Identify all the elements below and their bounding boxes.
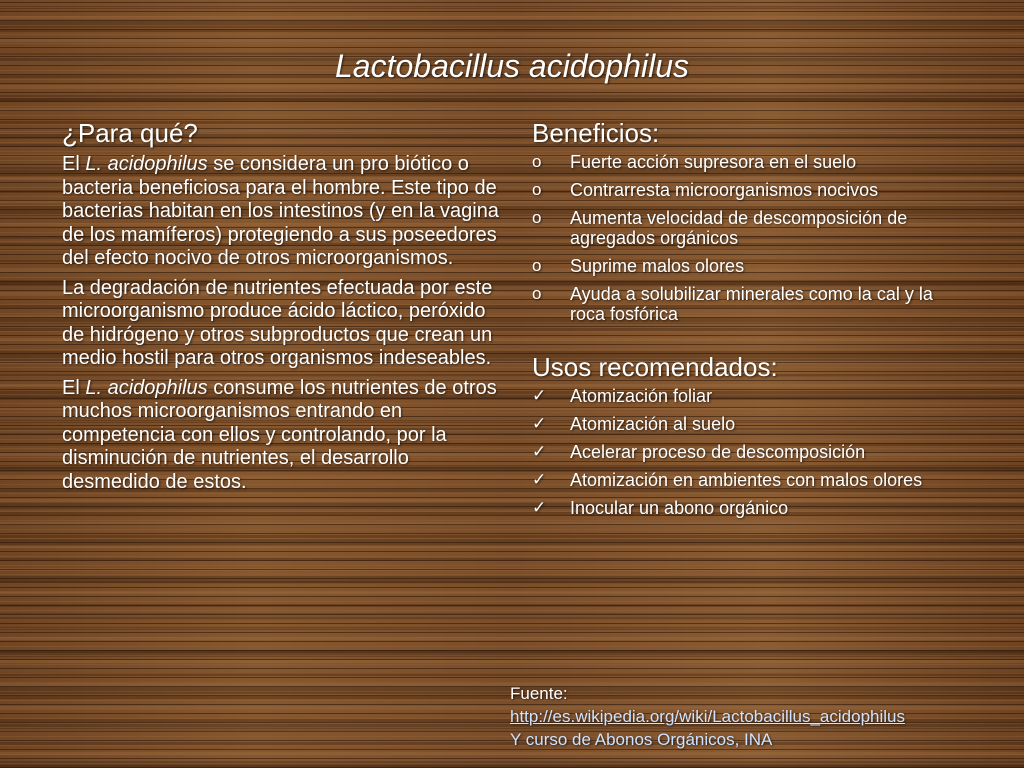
paragraph-1-rest: se considera un pro biótico o bacteria beneficiosa para el hombre. Este tipo de bacterias habitan en los intestinos (y en la vagina de los mamíferos) protegiendo a sus poseedores del efecto nocivo de otros microorganismos.: [62, 153, 499, 269]
circle-bullet-icon: o: [532, 152, 542, 171]
beneficios-heading: Beneficios:: [532, 118, 660, 148]
source-extra: Y curso de Abonos Orgánicos, INA: [510, 730, 773, 749]
list-item-text: Contrarresta microorganismos nocivos: [570, 180, 879, 200]
para-que-heading: ¿Para qué?: [62, 118, 198, 148]
source-link[interactable]: http://es.wikipedia.org/wiki/Lactobacillus_acidophilus: [510, 707, 905, 726]
paragraph-1-prefix: El: [62, 153, 86, 175]
usos-list: [532, 386, 972, 518]
circle-bullet-icon: o: [532, 180, 542, 199]
source-block: [510, 682, 1020, 751]
circle-bullet-icon: o: [532, 284, 542, 303]
list-item: [532, 180, 972, 200]
checkmark-icon: ✓: [532, 470, 547, 489]
list-item: [532, 208, 972, 248]
checkmark-icon: ✓: [532, 442, 547, 461]
paragraph-3-prefix: El: [62, 376, 86, 399]
slide-title: Lactobacillus acidophilus: [335, 48, 689, 84]
checkmark-icon: ✓: [532, 414, 547, 433]
list-item-text: Ayuda a solubilizar minerales como la cal y la roca fosfórica: [570, 284, 933, 324]
paragraph-3-rest: consume los nutrientes de otros muchos microorganismos entrando en competencia con ellos y controlando, por la disminución de nutrientes, el desarrollo desmedido de estos.: [62, 376, 497, 493]
list-item-text: Fuerte acción supresora en el suelo: [570, 152, 857, 172]
list-item-text: Aumenta velocidad de descomposición de agregados orgánicos: [570, 208, 908, 248]
list-item: [532, 386, 972, 406]
checkmark-icon: ✓: [532, 498, 547, 517]
circle-bullet-icon: o: [532, 256, 542, 275]
paragraph-3: [62, 377, 502, 495]
list-item: [532, 284, 972, 324]
list-item-text: Inocular un abono orgánico: [570, 498, 789, 518]
list-item-text: Atomización al suelo: [570, 414, 736, 434]
paragraph-2: La degradación de nutrientes efectuada por este microorganismo produce ácido láctico, peróxido de hidrógeno y otros subproductos que crean un medio hostil para otros organismos indeseables.: [62, 276, 493, 369]
list-item: [532, 152, 972, 172]
list-item: [532, 498, 972, 518]
circle-bullet-icon: o: [532, 208, 542, 227]
list-item-text: Atomización en ambientes con malos olores: [570, 470, 923, 490]
list-item: [532, 256, 972, 276]
list-item: [532, 414, 972, 434]
list-item-text: Suprime malos olores: [570, 256, 745, 276]
left-column: [62, 118, 502, 500]
beneficios-list: [532, 152, 972, 324]
right-column: [532, 118, 972, 526]
paragraph-1: [62, 153, 502, 271]
source-label: Fuente:: [510, 684, 568, 703]
list-item: [532, 442, 972, 462]
paragraph-3-italic: L. acidophilus: [85, 376, 208, 399]
list-item: [532, 470, 972, 490]
list-item-text: Acelerar proceso de descomposición: [570, 442, 866, 462]
paragraph-1-italic: L. acidophilus: [85, 153, 208, 175]
list-item-text: Atomización foliar: [570, 386, 713, 406]
usos-heading: Usos recomendados:: [532, 352, 778, 382]
checkmark-icon: ✓: [532, 386, 547, 405]
